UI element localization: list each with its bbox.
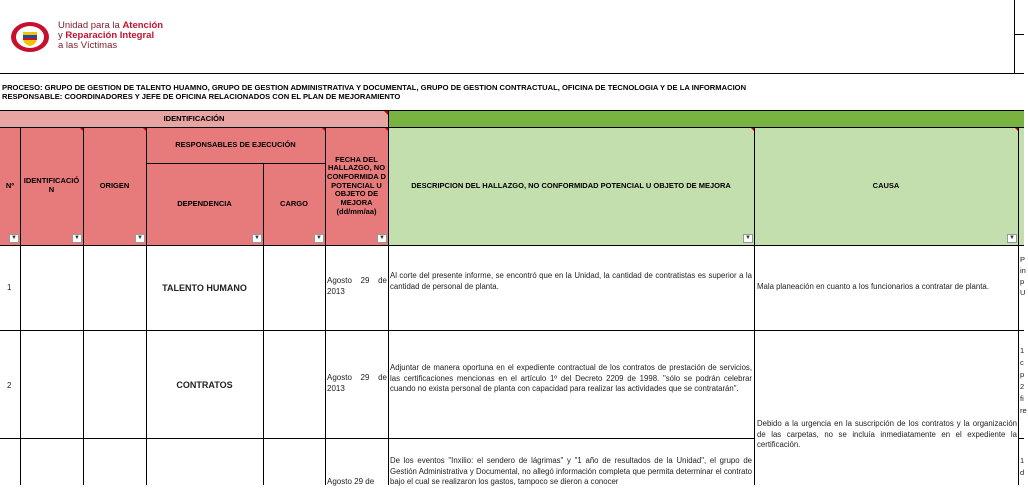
- filter-dropdown-descripcion[interactable]: ▼: [743, 234, 753, 243]
- logo-line2-prefix: y: [58, 30, 66, 41]
- row-dependencia: CONTRATOS: [176, 380, 233, 390]
- row-next-col-cut: 1 c p 2 fi re: [1020, 346, 1027, 415]
- row-dependencia: TALENTO HUMANO: [162, 283, 247, 293]
- col-header-dependencia: DEPENDENCIA: [177, 198, 232, 208]
- process-info: [2, 83, 1022, 101]
- col-header-no: Nº: [5, 180, 15, 190]
- filter-dropdown-origen[interactable]: ▼: [135, 234, 145, 243]
- filter-dropdown-causa[interactable]: ▼: [1007, 234, 1017, 243]
- row-number: 1: [7, 283, 12, 292]
- row-descripcion: Al corte del presente informe, se encontró que en la Unidad, la cantidad de contratistas es superior a la cantidad de personal de planta.: [390, 271, 752, 291]
- col-header-fecha: [325, 127, 388, 245]
- row-fecha: Agosto 29 de 2013: [327, 373, 387, 393]
- filter-dropdown-dependencia[interactable]: ▼: [252, 234, 262, 243]
- logo-line1: Unidad para la: [58, 20, 123, 31]
- col-header-origen: ORIGEN: [99, 180, 130, 190]
- row-fecha: Agosto 29 de 2013: [327, 276, 387, 296]
- row-next-col-cut: P in p U: [1020, 255, 1026, 297]
- col-header-identificacion: IDENTIFICACIÓ N: [23, 176, 80, 194]
- table-row: [0, 439, 1024, 485]
- shield-logo-icon: [10, 20, 50, 54]
- filter-dropdown-no[interactable]: ▼: [9, 234, 19, 243]
- filter-dropdown-cargo[interactable]: ▼: [314, 234, 324, 243]
- col-header-causa: CAUSA: [872, 180, 900, 190]
- logo-line2: Reparación Integral: [65, 30, 155, 41]
- col-header-responsables: RESPONSABLES DE EJECUCIÓN: [175, 139, 296, 149]
- shared-causa: Debido a la urgencia en la suscripción de los contratos y la organización de las carpetas, no se incluía inmediatamente en el expediente la certificación.: [757, 419, 1017, 450]
- row-descripcion: De los eventos "Inxilio: el sendero de lágrimas" y "1 año de resultados de la Unidad", el grupo de Gestión Administrativa y Documental, no allegó información completa que permita determinar el contrato bajo el cual se realizaron los gastos, tampoco se dieron a conocer: [390, 456, 752, 487]
- filter-dropdown-fecha[interactable]: ▼: [377, 234, 387, 243]
- proceso-text: PROCESO: GRUPO DE GESTION DE TALENTO HUAMNO, GRUPO DE GESTION ADMINISTRATIVA Y DOCUMENTAL, GRUPO DE GESTION CONTRACTUAL, OFICINA DE TECNOLOGIA Y DE LA INFORMACION: [2, 83, 747, 92]
- col-header-cargo: CARGO: [280, 198, 308, 208]
- green-group-header: [388, 111, 1024, 127]
- fecha-header-format: (dd/mm/aa): [336, 206, 377, 216]
- col-header-descripcion: DESCRIPCION DEL HALLAZGO, NO CONFORMIDAD POTENCIAL U OBJETO DE MEJORA: [411, 180, 731, 190]
- filter-dropdown-identificacion[interactable]: ▼: [72, 234, 82, 243]
- row-next-col-cut: 1 d: [1020, 456, 1025, 477]
- responsable-text: RESPONSABLE: COORDINADORES Y JEFE DE OFICINA RELACIONADOS CON EL PLAN DE MEJORAMIENTO: [2, 92, 401, 101]
- row-number: 2: [7, 381, 12, 390]
- fecha-header-text: FECHA DEL HALLAZGO, NO CONFORMIDA D POTENCIAL U OBJETO DE MEJORA: [327, 154, 386, 207]
- logo-line3: a las Víctimas: [58, 40, 118, 51]
- row-fecha: Agosto 29 de: [327, 477, 375, 486]
- row-descripcion: Adjuntar de manera oportuna en el expediente contractual de los contratos de prestación de servicios, las certificaciones mencionas en el artículo 1º del Decreto 2209 de 1998. "sólo se podrán celebrar cuando no exista personal de planta con capacidad para realizar las actividades que se contratarán".: [390, 363, 752, 394]
- table-row: [0, 246, 1024, 330]
- top-banner: [0, 0, 1024, 74]
- row-causa: Mala planeación en cuanto a los funcionarios a contratar de planta.: [757, 282, 989, 291]
- identificacion-group-header: IDENTIFICACIÓN: [0, 111, 388, 127]
- logo: [10, 20, 190, 56]
- logo-line1-accent: Atención: [122, 20, 164, 31]
